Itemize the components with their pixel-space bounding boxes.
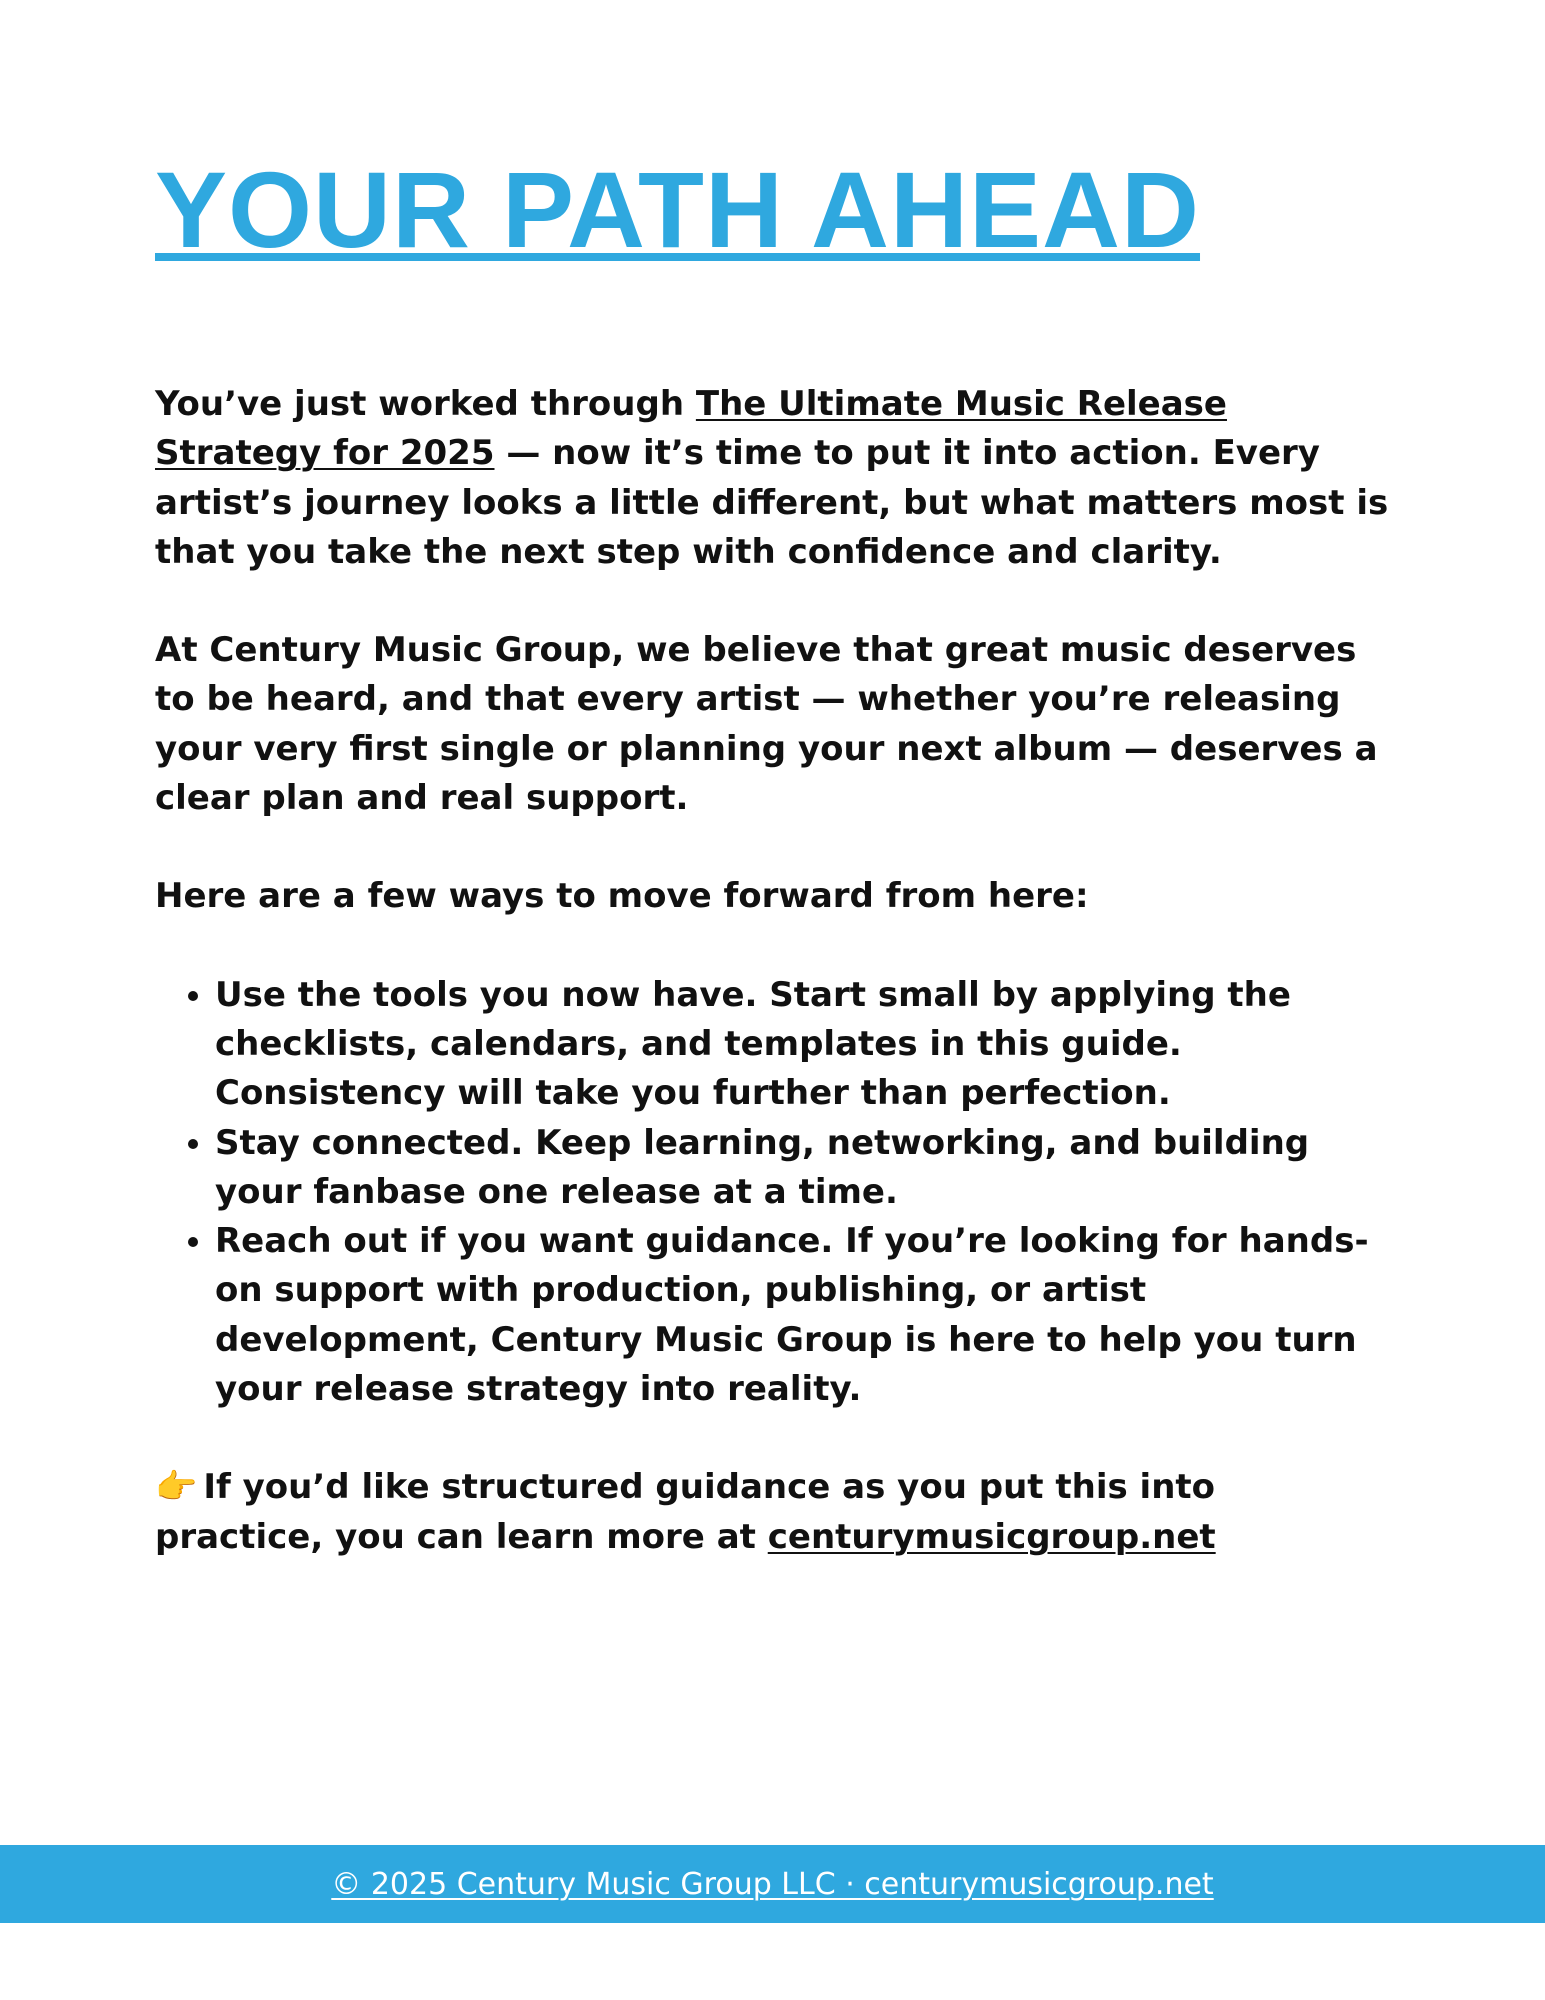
website-link[interactable]: centurymusicgroup.net <box>767 1516 1216 1557</box>
list-item: • Stay connected. Keep learning, networking, and building your fanbase one release at a time. <box>215 1119 1395 1218</box>
strategy-guide-link[interactable]: The Ultimate Music Release Strategy for 2025 <box>155 384 1227 474</box>
main-content <box>155 380 1395 1611</box>
intro-paragraph <box>155 380 1395 577</box>
list-item: • Reach out if you want guidance. If you’re looking for hands-on support with production, publishing, or artist development, Century Music Group is here to help you turn your release strategy into reality. <box>215 1217 1395 1414</box>
cta-text: If you’d like structured guidance as you put this into practice, you can learn more at <box>155 1467 1216 1557</box>
mission-paragraph: At Century Music Group, we believe that great music deserves to be heard, and that every artist — whether you’re releasing your very first single or planning your next album — deserves a clear plan and real support. <box>155 630 1378 819</box>
next-steps-list <box>155 971 1395 1415</box>
cta-paragraph <box>155 1463 1395 1562</box>
intro-text-end: — now it’s time to put it into action. Every artist’s journey looks a little different, but what matters most is that you take the next step with confidence and clarity. <box>155 433 1389 572</box>
next-steps-intro: Here are a few ways to move forward from here: <box>155 876 1089 917</box>
page-title: YOUR PATH AHEAD <box>155 149 1201 270</box>
footer-copyright-link[interactable]: © 2025 Century Music Group LLC · centurymusicgroup.net <box>331 1866 1214 1902</box>
list-item: • Use the tools you now have. Start small by applying the checklists, calendars, and templates in this guide. Consistency will take you further than perfection. <box>215 971 1395 1119</box>
pointing-hand-icon: 👉 <box>155 1467 198 1508</box>
intro-text-start: You’ve just worked through <box>155 384 696 424</box>
footer-band <box>0 1845 1545 1923</box>
